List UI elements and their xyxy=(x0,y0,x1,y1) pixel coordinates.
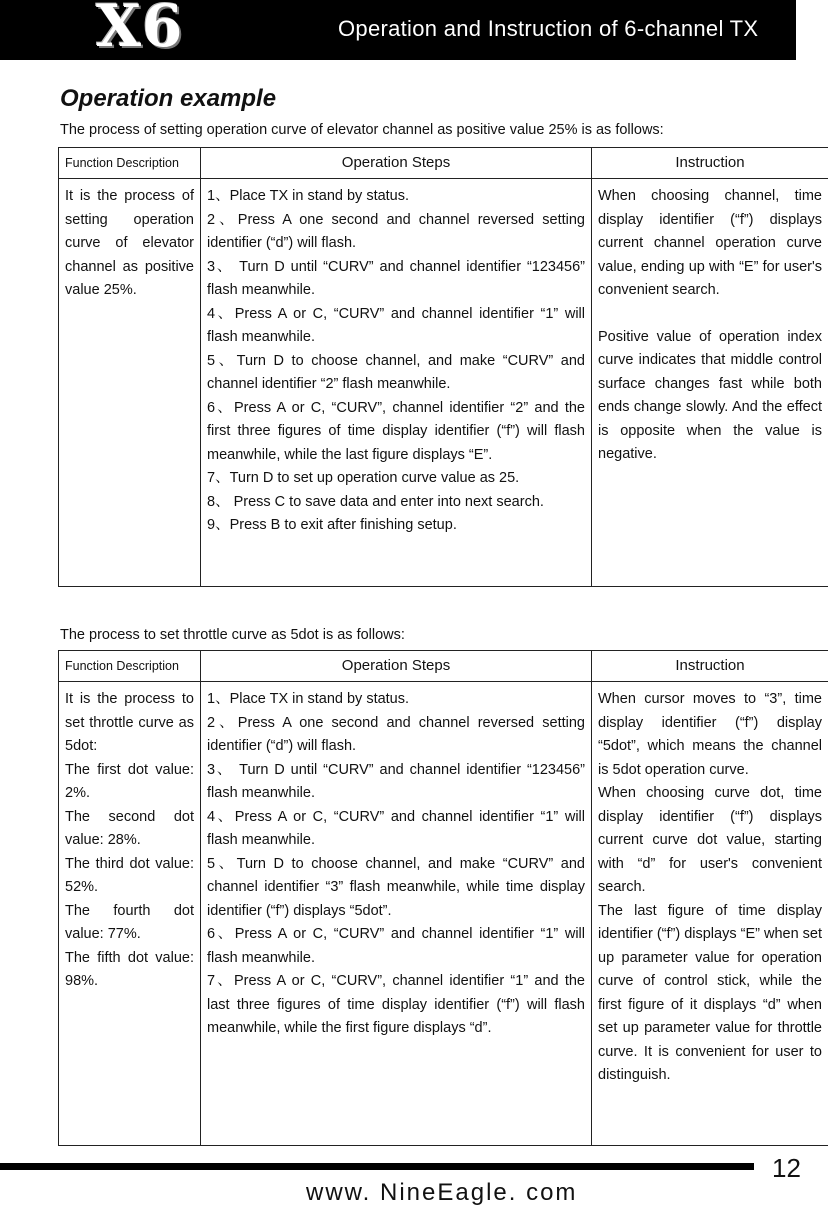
step-item: 5、Turn D to choose channel, and make “CURV” and channel identifier “2” flash meanwhile. xyxy=(207,352,585,392)
dot-value-text: The first dot value: 2%. xyxy=(65,761,194,801)
header-function-description: Function Description xyxy=(59,651,201,682)
dot-value-text: The fifth dot value: 98%. xyxy=(65,949,194,989)
operation-steps-cell xyxy=(201,682,592,1146)
instruction-paragraph: When cursor moves to “3”, time display identifier (“f”) display “5dot”, which means the channel is 5dot operation curve. xyxy=(598,691,822,778)
instruction-cell xyxy=(592,179,828,587)
function-description-cell xyxy=(59,682,201,1146)
page-number: 12 xyxy=(772,1153,801,1183)
dot-value-text: The third dot value: 52%. xyxy=(65,855,194,895)
header-title: Operation and Instruction of 6-channel TX xyxy=(338,16,759,41)
step-item: 8、 Press C to save data and enter into next search. xyxy=(207,493,544,510)
table-header-row xyxy=(59,651,828,682)
step-item: 2、Press A one second and channel reversed setting identifier (“d”) will flash. xyxy=(207,714,585,754)
header-function-description: Function Description xyxy=(59,148,201,179)
function-description-cell xyxy=(59,179,201,587)
instruction-paragraph: When choosing curve dot, time display identifier (“f”) displays current curve dot value, starting with “d” for user's convenient search. xyxy=(598,785,822,895)
intro-throttle-curve: The process to set throttle curve as 5dot is as follows: xyxy=(60,627,405,643)
footer-website: www. NineEagle. com xyxy=(306,1179,578,1206)
elevator-curve-table xyxy=(58,147,828,587)
step-item: 4、Press A or C, “CURV” and channel identifier “1” will flash meanwhile. xyxy=(207,808,585,848)
step-item: 1、Place TX in stand by status. xyxy=(207,691,410,707)
step-item: 7、Press A or C, “CURV”, channel identifier “1” and the last three figures of time display identifier (“f”) will flash meanwhile, while the first figure displays “d”. xyxy=(207,973,585,1036)
step-item: 3、 Turn D until “CURV” and channel identifier “123456” flash meanwhile. xyxy=(207,258,585,298)
step-item: 7、Turn D to set up operation curve value as 25. xyxy=(207,470,520,486)
operation-steps-cell xyxy=(201,179,592,587)
step-item: 5、Turn D to choose channel, and make “CURV” and channel identifier “3” flash meanwhile, while time display identifier (“f”) displays “5dot”. xyxy=(207,855,585,919)
x6-logo: X6 xyxy=(96,0,184,60)
table-row xyxy=(59,179,828,587)
function-description-text: It is the process to set throttle curve as 5dot: xyxy=(65,691,194,754)
step-item: 6、Press A or C, “CURV”, channel identifier “2” and the first three figures of time display identifier (“f”) will flash meanwhile, while the last figure displays “E”. xyxy=(207,399,585,463)
step-item: 3、 Turn D until “CURV” and channel identifier “123456” flash meanwhile. xyxy=(207,761,585,801)
table-header-row xyxy=(59,148,828,179)
section-heading: Operation example xyxy=(60,85,277,112)
instruction-paragraph: The last figure of time display identifier (“f”) displays “E” when set up parameter value for operation curve of control stick, while the first figure of it displays “d” when set up parameter value for throttle curve. It is convenient for user to distinguish. xyxy=(598,902,823,1083)
dot-value-text: The second dot value: 28%. xyxy=(65,808,194,848)
step-item: 1、Place TX in stand by status. xyxy=(207,188,410,204)
dot-value-text: The fourth dot value: 77%. xyxy=(65,902,194,942)
header-instruction: Instruction xyxy=(592,651,828,682)
instruction-paragraph: Positive value of operation index curve indicates that middle control surface changes fast while both ends change slowly. And the effect is opposite when the value is negative. xyxy=(598,328,822,462)
step-item: 2、Press A one second and channel reversed setting identifier (“d”) will flash. xyxy=(207,211,585,251)
header-bar xyxy=(0,0,796,60)
function-description-text: It is the process of setting operation curve of elevator channel as positive value 25%. xyxy=(65,188,194,298)
instruction-cell xyxy=(592,682,828,1146)
step-item: 4、Press A or C, “CURV” and channel identifier “1” will flash meanwhile. xyxy=(207,305,585,345)
header-operation-steps: Operation Steps xyxy=(201,148,592,179)
instruction-paragraph: When choosing channel, time display identifier (“f”) displays current channel operation curve value, ending up with “E” for user's convenient search. xyxy=(598,188,822,298)
throttle-curve-table xyxy=(58,650,828,1146)
intro-elevator-curve: The process of setting operation curve of elevator channel as positive value 25% is as follows: xyxy=(60,122,664,138)
step-item: 6、Press A or C, “CURV” and channel identifier “1” will flash meanwhile. xyxy=(207,926,585,966)
header-instruction: Instruction xyxy=(592,148,828,179)
table-row xyxy=(59,682,828,1146)
header-operation-steps: Operation Steps xyxy=(201,651,592,682)
step-item: 9、Press B to exit after finishing setup. xyxy=(207,517,457,533)
footer-rule xyxy=(0,1163,754,1170)
